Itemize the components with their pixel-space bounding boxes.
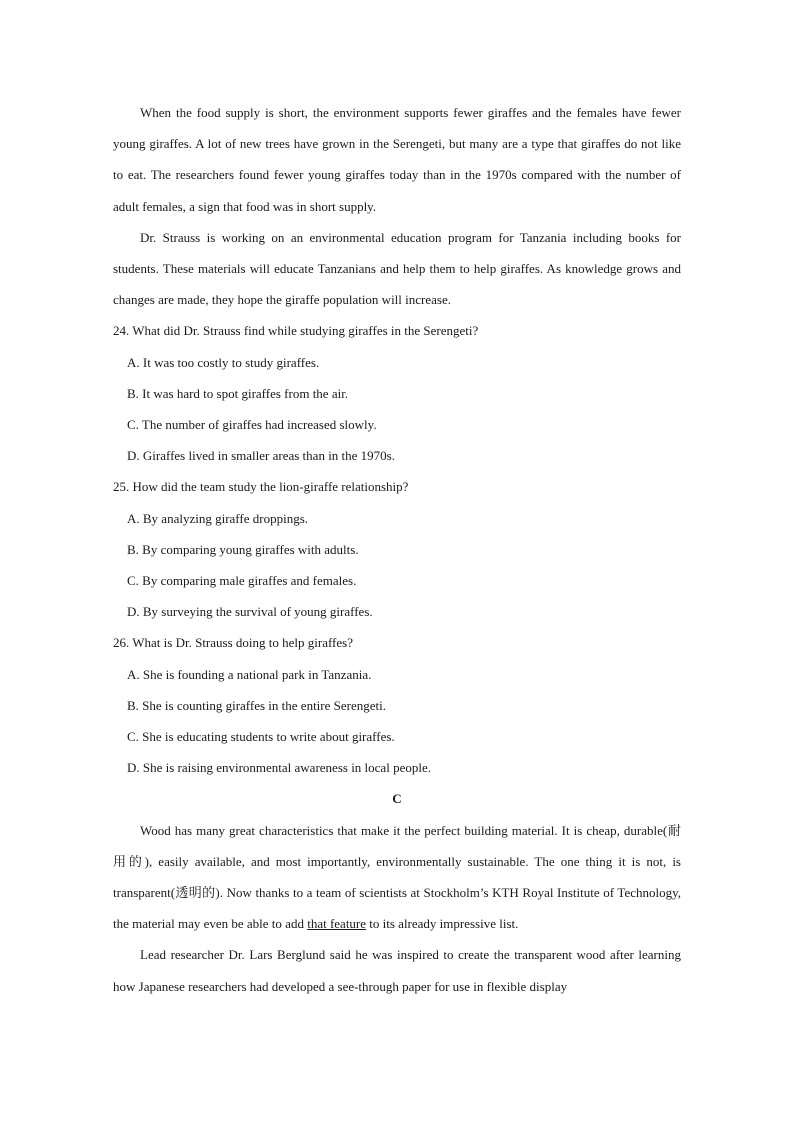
option-d: D. She is raising environmental awareness in local people. <box>127 760 431 776</box>
question-stem: 25. How did the team study the lion-giraffe relationship? <box>113 479 409 495</box>
option-c: C. She is educating students to write about giraffes. <box>127 729 395 745</box>
option-b: B. She is counting giraffes in the entire Serengeti. <box>127 697 386 713</box>
option-b: B. By comparing young giraffes with adults. <box>127 541 359 557</box>
section-title: C <box>392 791 402 807</box>
question-25 <box>113 471 681 627</box>
option-d: D. Giraffes lived in smaller areas than in the 1970s. <box>127 448 395 464</box>
passage-b-paragraph-1: When the food supply is short, the environment supports fewer giraffes and the females have fewer young giraffes. A lot of new trees have grown in the Serengeti, but many are a type that giraffes do not like to eat. The researchers found fewer young giraffes today than in the 1970s compared with the number of adult females, a sign that food was in short supply. <box>113 105 681 214</box>
option-c: C. The number of giraffes had increased slowly. <box>127 417 377 433</box>
question-stem: 26. What is Dr. Strauss doing to help giraffes? <box>113 635 353 651</box>
question-26 <box>113 627 681 783</box>
option-d: D. By surveying the survival of young giraffes. <box>127 604 373 620</box>
passage-c-paragraph-2: Lead researcher Dr. Lars Berglund said he was inspired to create the transparent wood after learning how Japanese researchers had developed a see-through paper for use in flexible display <box>113 947 681 994</box>
question-24 <box>113 315 681 471</box>
option-b: B. It was hard to spot giraffes from the air. <box>127 385 349 401</box>
passage-b-paragraph-2: Dr. Strauss is working on an environmental education program for Tanzania including books for students. These materials will educate Tanzanians and help them to help giraffes. As knowledge grows and changes are made, they hope the giraffe population will increase. <box>113 229 681 308</box>
question-stem: 24. What did Dr. Strauss find while studying giraffes in the Serengeti? <box>113 323 479 339</box>
underlined-phrase: that feature <box>307 916 367 932</box>
option-a: A. By analyzing giraffe droppings. <box>127 510 308 526</box>
document-page <box>113 97 681 1002</box>
option-a: A. She is founding a national park in Tanzania. <box>127 666 372 682</box>
paragraph-text: to its already impressive list. <box>366 916 519 932</box>
passage-c-paragraph-1 <box>113 815 681 940</box>
option-a: A. It was too costly to study giraffes. <box>127 354 320 370</box>
option-c: C. By comparing male giraffes and females. <box>127 573 357 589</box>
paragraph-text: Wood has many great characteristics that make it the perfect building material. It is cheap, durable(耐用的), easily available, and most importantly, environmentally sustainable. The one thing it is not, is transparent(透明的). Now thanks to a team of scientists at Stockholm’s KTH Royal Institute of Technology, the material may even be able to add <box>113 822 681 932</box>
